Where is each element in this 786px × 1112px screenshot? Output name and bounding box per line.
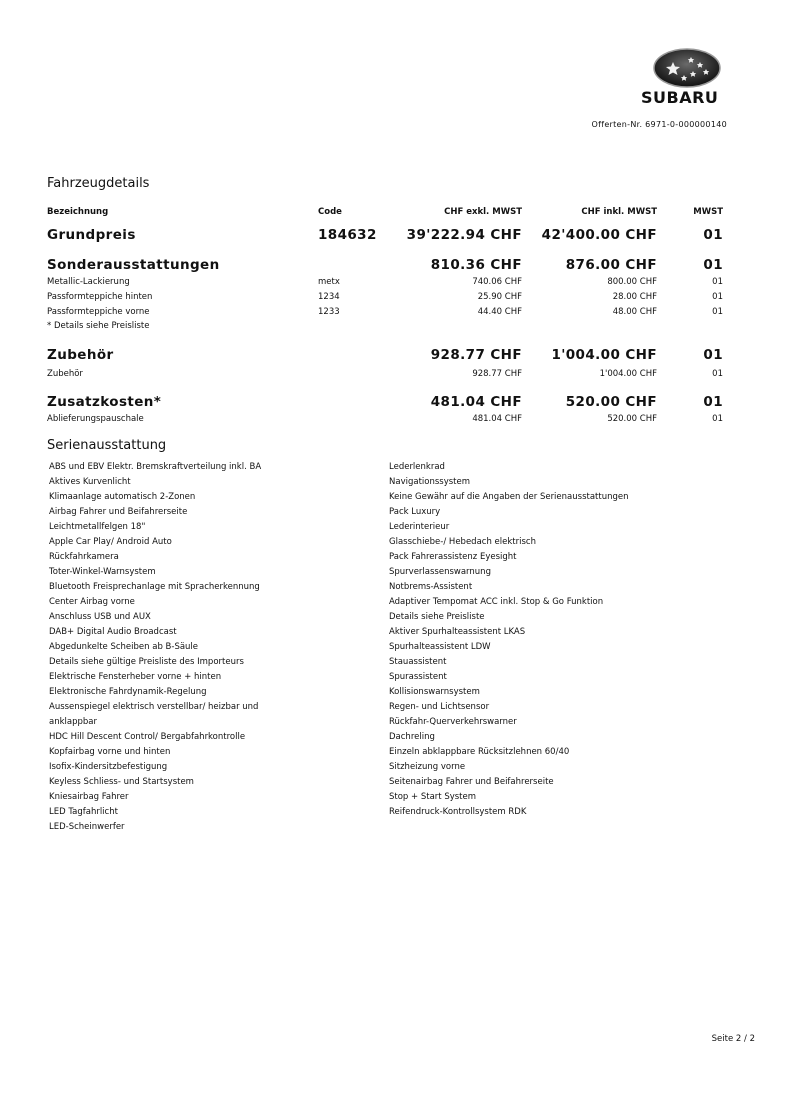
sonder-incl: 876.00 CHF	[565, 257, 657, 273]
item-name: Passformteppiche hinten	[47, 292, 153, 302]
list-item: Stauassistent	[389, 657, 447, 667]
grundpreis-code: 184632	[318, 227, 377, 243]
zubehoer-excl: 928.77 CHF	[430, 347, 522, 363]
list-item: Pack Luxury	[389, 507, 441, 517]
list-item: Airbag Fahrer und Beifahrerseite	[49, 507, 188, 517]
item-mwst: 01	[712, 414, 723, 424]
zubehoer-mwst: 01	[703, 347, 723, 363]
zusatz-mwst: 01	[703, 394, 723, 410]
list-item: Stop + Start System	[389, 792, 477, 802]
brand-name: SUBARU	[641, 88, 719, 107]
list-item: Notbrems-Assistent	[389, 582, 473, 592]
table-row	[47, 369, 723, 381]
table-row	[47, 277, 723, 289]
item-incl: 800.00 CHF	[607, 277, 657, 287]
item-mwst: 01	[712, 369, 723, 379]
table-header	[47, 207, 723, 219]
list-item: Adaptiver Tempomat ACC inkl. Stop & Go Funktion	[389, 597, 604, 607]
list-item: Lederinterieur	[389, 522, 450, 532]
item-name: Zubehör	[47, 369, 83, 379]
row-sonderausstattungen	[47, 257, 723, 275]
list-item: Rückfahr-Querverkehrswarner	[389, 717, 517, 727]
item-mwst: 01	[712, 277, 723, 287]
grundpreis-incl: 42'400.00 CHF	[541, 227, 657, 243]
list-item: Aktiver Spurhalteassistent LKAS	[389, 627, 526, 637]
grundpreis-excl: 39'222.94 CHF	[406, 227, 522, 243]
header-chf-inkl: CHF inkl. MWST	[581, 207, 657, 217]
table-row	[47, 307, 723, 319]
list-item: Leichtmetallfelgen 18"	[49, 522, 146, 532]
row-zubehoer	[47, 347, 723, 365]
list-item: Center Airbag vorne	[49, 597, 135, 607]
item-incl: 28.00 CHF	[612, 292, 657, 302]
list-item: Reifendruck-Kontrollsystem RDK	[389, 807, 527, 817]
list-item: Klimaanlage automatisch 2-Zonen	[49, 492, 196, 502]
item-name: Ablieferungspauschale	[47, 414, 144, 424]
list-item: LED-Scheinwerfer	[49, 822, 125, 832]
item-incl: 1'004.00 CHF	[599, 369, 657, 379]
list-item: HDC Hill Descent Control/ Bergabfahrkontrolle	[49, 732, 246, 742]
table-row	[47, 292, 723, 304]
zusatz-excl: 481.04 CHF	[430, 394, 522, 410]
item-code: metx	[318, 277, 340, 287]
list-item: Keine Gewähr auf die Angaben der Serienausstattungen	[389, 492, 629, 502]
header-code: Code	[318, 207, 342, 217]
list-item: Kniesairbag Fahrer	[49, 792, 129, 802]
list-item: Isofix-Kindersitzbefestigung	[49, 762, 168, 772]
row-grundpreis	[47, 227, 723, 245]
list-item: Aktives Kurvenlicht	[49, 477, 131, 487]
item-mwst: 01	[712, 292, 723, 302]
table-row	[47, 414, 723, 426]
zubehoer-incl: 1'004.00 CHF	[551, 347, 657, 363]
item-name: Metallic-Lackierung	[47, 277, 130, 287]
list-item: Spurverlassenswarnung	[389, 567, 491, 577]
list-item: Einzeln abklappbare Rücksitzlehnen 60/40	[389, 747, 570, 757]
list-item: Seitenairbag Fahrer und Beifahrerseite	[389, 777, 554, 787]
list-item: Rückfahrkamera	[49, 552, 119, 562]
item-incl: 48.00 CHF	[612, 307, 657, 317]
list-item: Bluetooth Freisprechanlage mit Spracherkennung	[49, 582, 260, 592]
list-item: Regen- und Lichtsensor	[389, 702, 490, 712]
offer-number: Offerten-Nr. 6971-0-000000140	[591, 120, 727, 129]
item-excl: 740.06 CHF	[472, 277, 522, 287]
list-item: Keyless Schliess- und Startsystem	[49, 777, 194, 787]
subaru-logo	[633, 44, 743, 110]
list-item: Toter-Winkel-Warnsystem	[49, 567, 156, 577]
item-incl: 520.00 CHF	[607, 414, 657, 424]
list-item: Spurassistent	[389, 672, 447, 682]
list-item: Spurhalteassistent LDW	[389, 642, 491, 652]
feature-list-right	[389, 460, 629, 820]
row-zusatzkosten	[47, 394, 723, 412]
item-mwst: 01	[712, 307, 723, 317]
list-item: Kollisionswarnsystem	[389, 687, 480, 697]
list-item: Anschluss USB und AUX	[49, 612, 151, 622]
list-item: Apple Car Play/ Android Auto	[49, 537, 172, 547]
zusatz-label: Zusatzkosten*	[47, 394, 162, 410]
item-excl: 25.90 CHF	[477, 292, 522, 302]
feature-list-left	[49, 460, 299, 835]
list-item: Details siehe Preisliste	[389, 612, 485, 622]
list-item: Elektronische Fahrdynamik-Regelung	[49, 687, 207, 697]
list-item: Navigationssystem	[389, 477, 471, 487]
sonder-mwst: 01	[703, 257, 723, 273]
list-item: DAB+ Digital Audio Broadcast	[49, 627, 177, 637]
zubehoer-label: Zubehör	[47, 347, 114, 363]
header-mwst: MWST	[693, 207, 723, 217]
list-item: Kopfairbag vorne und hinten	[49, 747, 171, 757]
item-excl: 928.77 CHF	[472, 369, 522, 379]
page-number: Seite 2 / 2	[711, 1034, 755, 1044]
item-code: 1234	[318, 292, 340, 302]
item-name: Passformteppiche vorne	[47, 307, 150, 317]
header-bezeichnung: Bezeichnung	[47, 207, 109, 217]
grundpreis-mwst: 01	[703, 227, 723, 243]
list-item: Details siehe gültige Preisliste des Importeurs	[49, 657, 244, 667]
list-item: Lederlenkrad	[389, 462, 445, 472]
list-item: Dachreling	[389, 732, 435, 742]
item-code: 1233	[318, 307, 340, 317]
section-title-serienausstattung: Serienausstattung	[47, 438, 167, 453]
list-item: Sitzheizung vorne	[389, 762, 466, 772]
list-item: Abgedunkelte Scheiben ab B-Säule	[49, 642, 199, 652]
header-chf-exkl: CHF exkl. MWST	[444, 207, 522, 217]
item-excl: 44.40 CHF	[477, 307, 522, 317]
list-item: LED Tagfahrlicht	[49, 807, 118, 817]
list-item: Aussenspiegel elektrisch verstellbar/ heizbar und anklappbar	[49, 702, 259, 727]
list-item: ABS und EBV Elektr. Bremskraftverteilung inkl. BA	[49, 462, 262, 472]
list-item: Elektrische Fensterheber vorne + hinten	[49, 672, 222, 682]
list-item: Glasschiebe-/ Hebedach elektrisch	[389, 537, 536, 547]
item-excl: 481.04 CHF	[472, 414, 522, 424]
list-item: Pack Fahrerassistenz Eyesight	[389, 552, 517, 562]
zusatz-incl: 520.00 CHF	[565, 394, 657, 410]
section-title-fahrzeugdetails: Fahrzeugdetails	[47, 176, 150, 191]
grundpreis-label: Grundpreis	[47, 227, 136, 243]
sonder-label: Sonderausstattungen	[47, 257, 220, 273]
sonder-excl: 810.36 CHF	[430, 257, 522, 273]
sonder-note: * Details siehe Preisliste	[47, 321, 150, 331]
